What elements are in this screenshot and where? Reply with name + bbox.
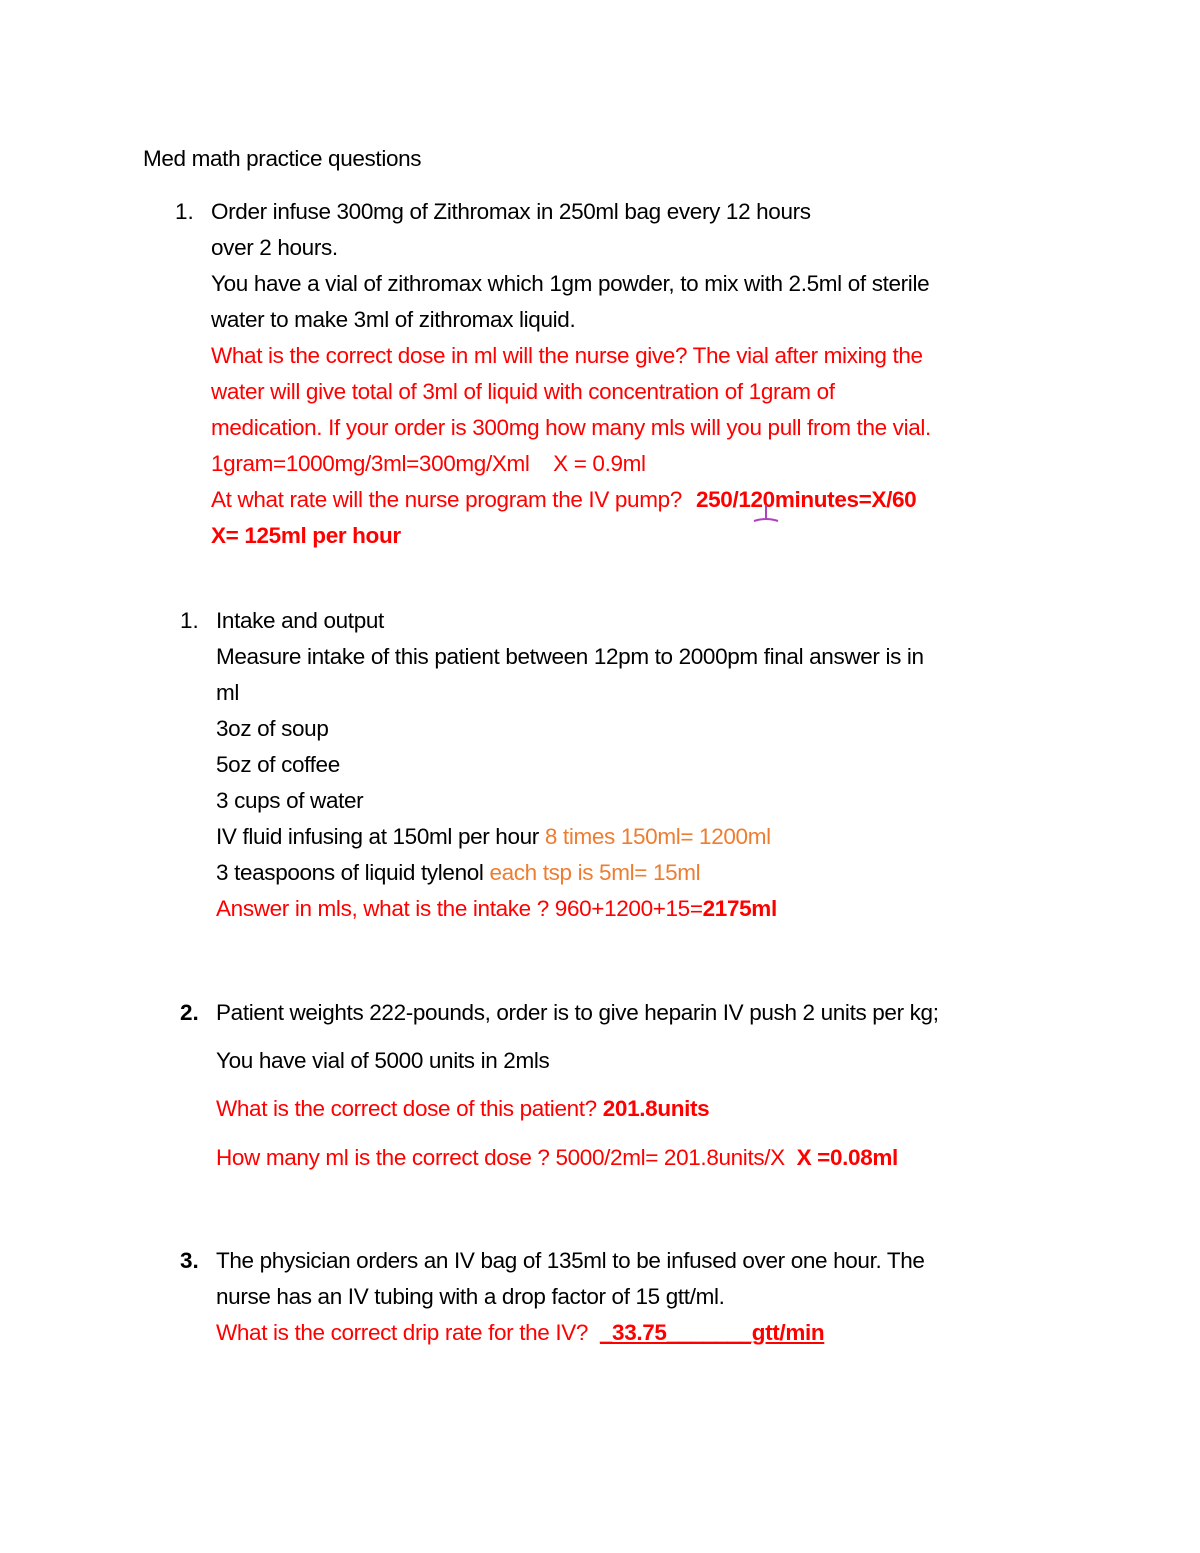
q3-dose-question: What is the correct dose of this patient? (216, 1096, 603, 1121)
q1-line-10: X= 125ml per hour (211, 523, 401, 548)
q3-line-4 (216, 1143, 898, 1173)
q1-line-1: Order infuse 300mg of Zithromax in 250ml bag every 12 hours (211, 199, 811, 224)
q4-line-3 (216, 1318, 824, 1348)
q3-number: 2. (180, 1000, 199, 1025)
q2-intake-question: Answer in mls, what is the intake ? 960+1200+15= (216, 896, 703, 921)
q2-tylenol-text: 3 teaspoons of liquid tylenol (216, 860, 490, 885)
q3-line-2: You have vial of 5000 units in 2mls (216, 1048, 550, 1073)
q2-tylenol-answer: each tsp is 5ml= 15ml (489, 860, 701, 885)
q4-line-1: The physician orders an IV bag of 135ml to be infused over one hour. The (216, 1248, 925, 1273)
q3-line-1: Patient weights 222-pounds, order is to give heparin IV push 2 units per kg; (216, 1000, 939, 1025)
q1-line-8: 1gram=1000mg/3ml=300mg/Xml X = 0.9ml (211, 451, 646, 476)
q1-line-9 (211, 485, 916, 515)
q4-number: 3. (180, 1248, 199, 1273)
q3-ml-question: How many ml is the correct dose ? 5000/2ml= 201.8units/X (216, 1145, 797, 1170)
q3-line-3 (216, 1094, 709, 1124)
q1-rate-answer: 250/120minutes=X/60 (695, 487, 917, 512)
q2-line-9 (216, 894, 777, 924)
q2-line-8 (216, 858, 700, 888)
q4-line-2: nurse has an IV tubing with a drop factor of 15 gtt/ml. (216, 1284, 725, 1309)
q1-line-4: water to make 3ml of zithromax liquid. (211, 307, 576, 332)
q2-line-4: 3oz of soup (216, 716, 329, 741)
q3-dose-answer: 201.8units (602, 1096, 710, 1121)
q2-number: 1. (180, 608, 199, 633)
q2-line-2: Measure intake of this patient between 12pm to 2000pm final answer is in (216, 644, 924, 669)
q2-line-5: 5oz of coffee (216, 752, 340, 777)
q4-drip-question: What is the correct drip rate for the IV? (216, 1320, 600, 1345)
q2-line-7 (216, 822, 771, 852)
q2-line-3: ml (216, 680, 240, 705)
q2-line-6: 3 cups of water (216, 788, 364, 813)
edit-caret-icon (752, 501, 780, 523)
q1-line-7: medication. If your order is 300mg how many mls will you pull from the vial. (211, 415, 931, 440)
q1-line-6: water will give total of 3ml of liquid with concentration of 1gram of (211, 379, 835, 404)
q2-intake-answer: 2175ml (702, 896, 777, 921)
q1-line-3: You have a vial of zithromax which 1gm powder, to mix with 2.5ml of sterile (211, 271, 930, 296)
q1-line-5: What is the correct dose in ml will the nurse give? The vial after mixing the (211, 343, 923, 368)
q1-number: 1. (175, 199, 194, 224)
q1-rate-question: At what rate will the nurse program the IV pump? (211, 487, 682, 512)
q4-drip-answer: _33.75_______gtt/min (599, 1320, 825, 1345)
q2-iv-answer: 8 times 150ml= 1200ml (544, 824, 771, 849)
q2-iv-text: IV fluid infusing at 150ml per hour (216, 824, 545, 849)
q1-line-2: over 2 hours. (211, 235, 338, 260)
page-title: Med math practice questions (143, 146, 422, 171)
q3-ml-answer: X =0.08ml (796, 1145, 898, 1170)
q2-line-1: Intake and output (216, 608, 384, 633)
